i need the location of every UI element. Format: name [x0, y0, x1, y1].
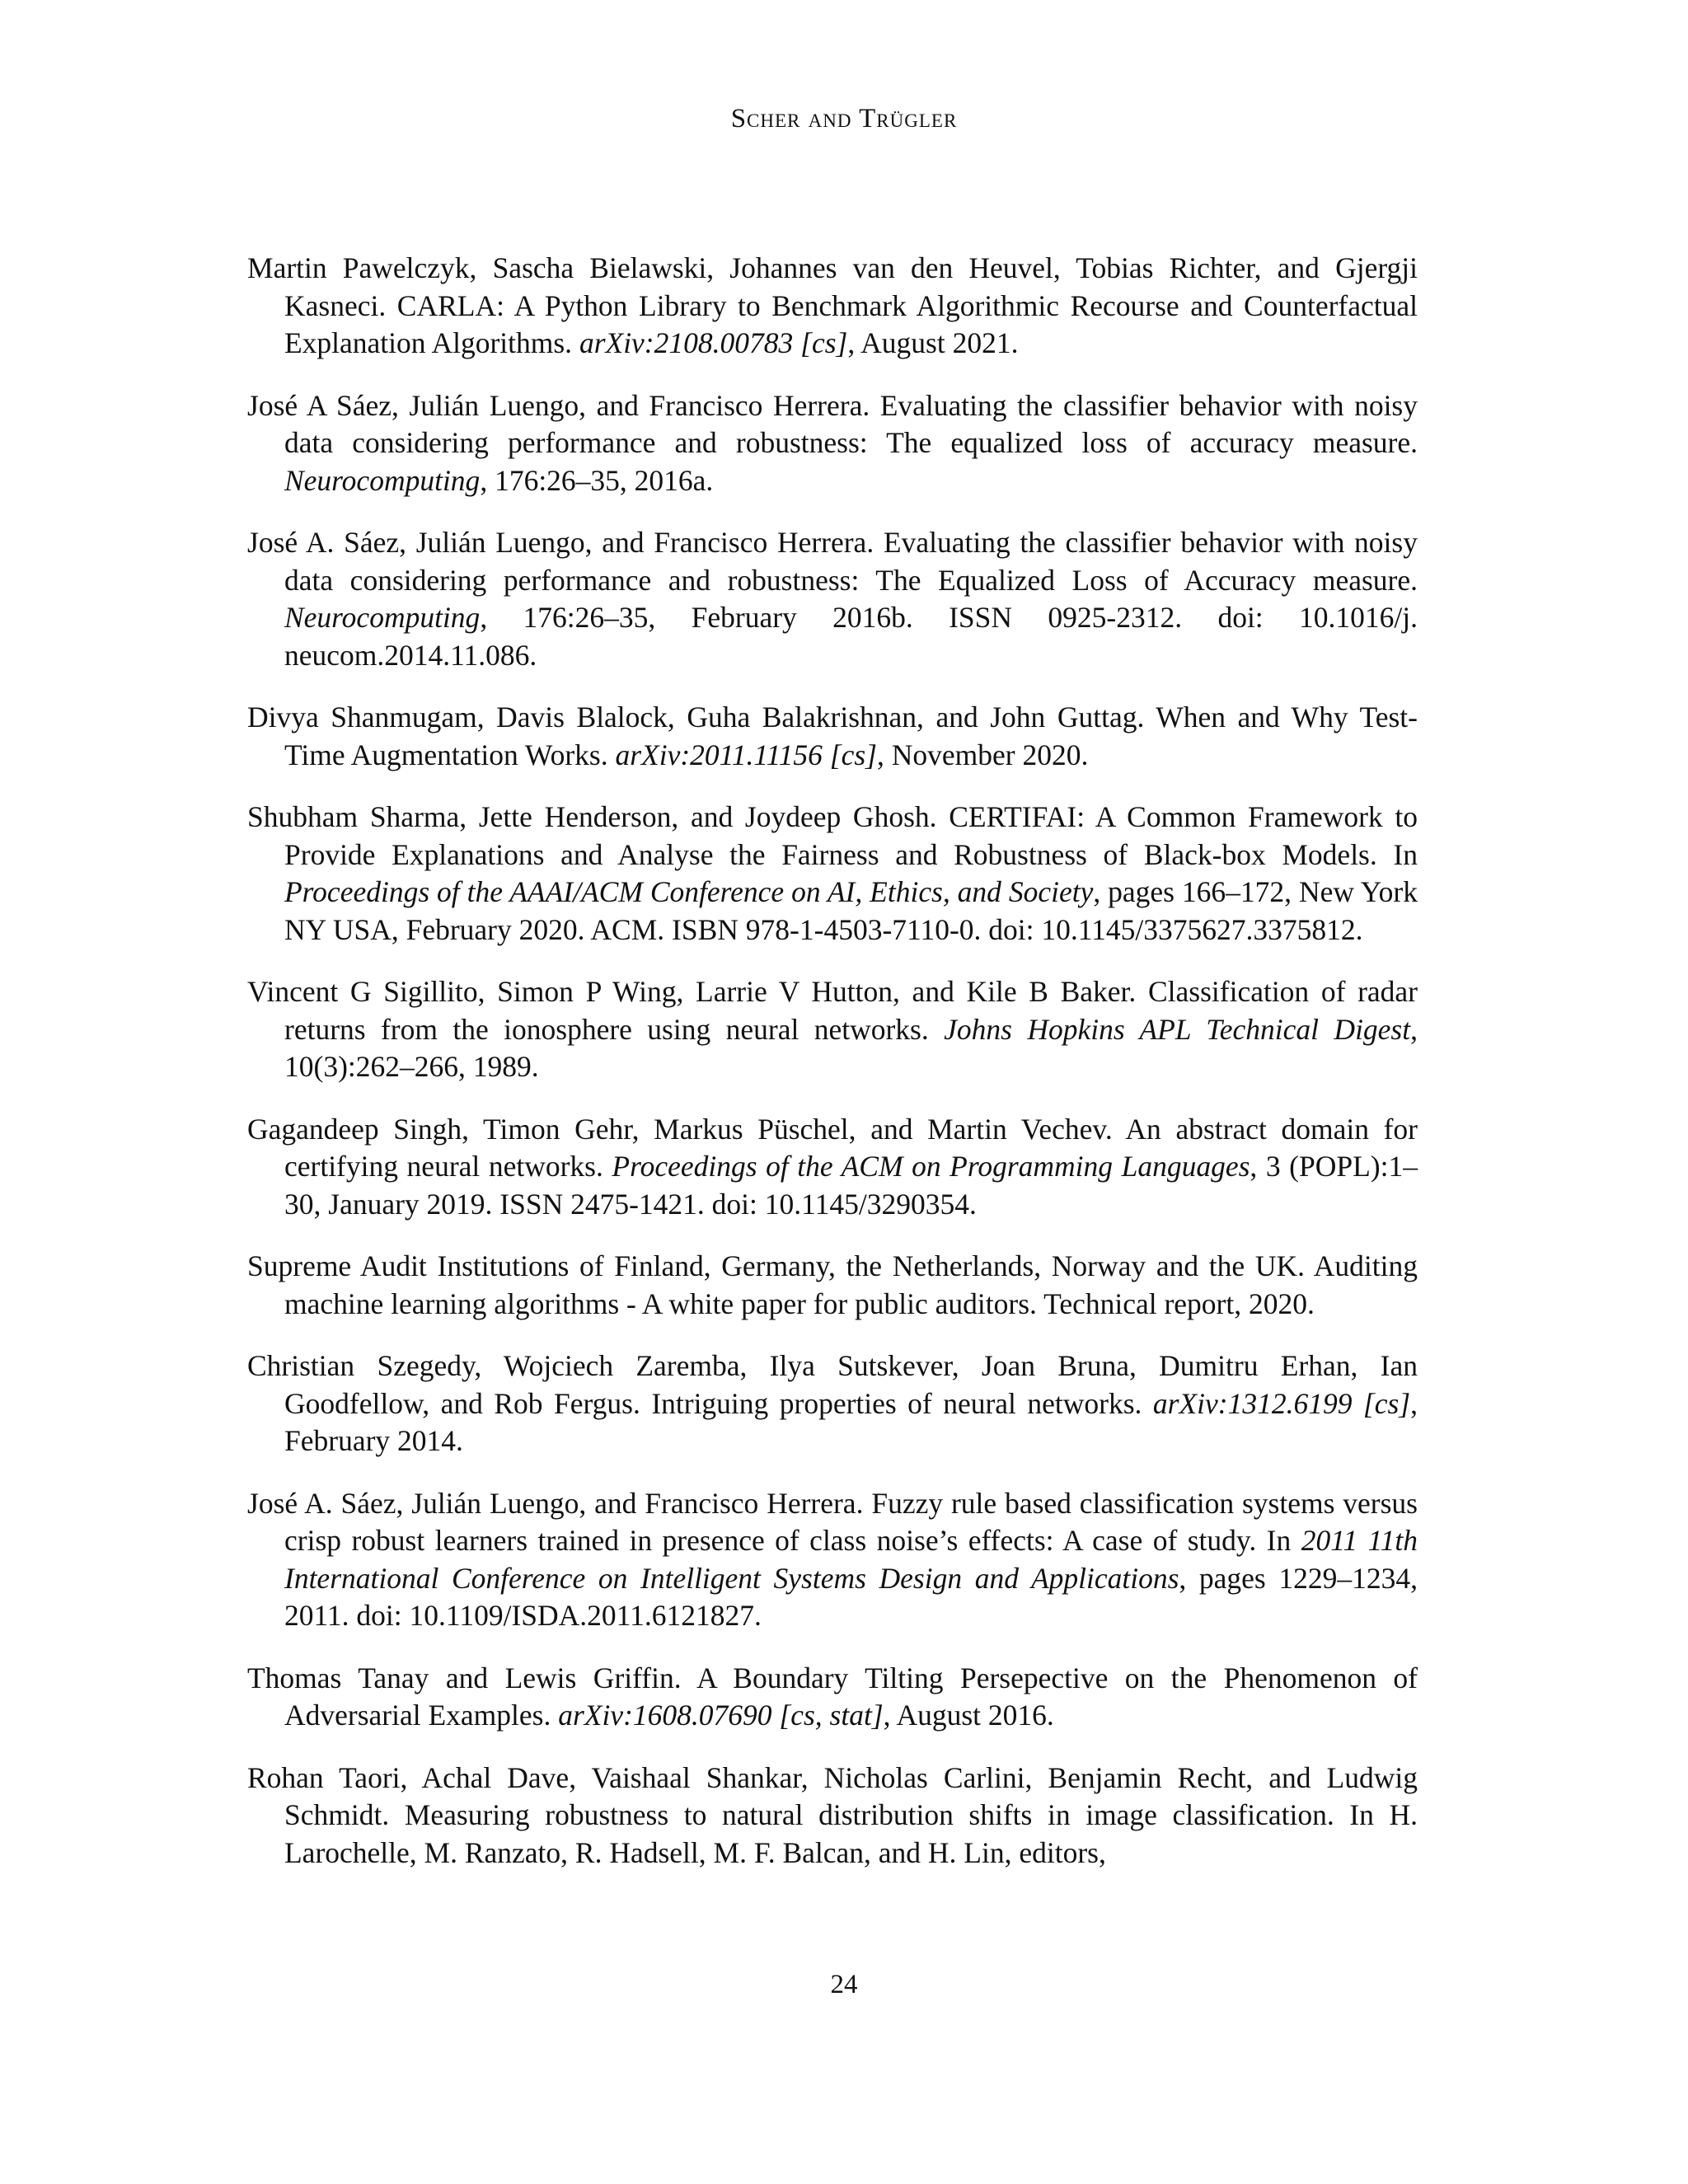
reference-entry: Supreme Audit Institutions of Finland, Germany, the Netherlands, Norway and the UK. Auditing machine learning algorithms - A white paper for public auditors. Technical report, 2020. [247, 1249, 1418, 1320]
reference-entry: José A Sáez, Julián Luengo, and Francisco Herrera. Evaluating the classifier behavior with noisy data considering performance and robustness: The equalized loss of accuracy measure. Neurocomputing, 176:26–35, 2016a. [247, 388, 1418, 497]
running-head: Scher and Trügler [730, 104, 958, 134]
reference-entry: José A. Sáez, Julián Luengo, and Francisco Herrera. Evaluating the classifier behavior with noisy data considering performance and robustness: The Equalized Loss of Accuracy measure. Neurocomputing, 176:26–35, February 2016b. ISSN 0925-2312. doi: 10.1016/j. neucom.2014.11.086. [247, 526, 1418, 672]
reference-entry: Shubham Sharma, Jette Henderson, and Joydeep Ghosh. CERTIFAI: A Common Framework to Provide Explanations and Analyse the Fairness and Robustness of Black-box Models. In Proceedings of the AAAI/ACM Conference on AI, Ethics, and Society, pages 166–172, New York NY USA, February 2020. ACM. ISBN 978-1-4503-7110-0. doi: 10.1145/3375627.3375812. [247, 800, 1418, 946]
reference-entry: Christian Szegedy, Wojciech Zaremba, Ilya Sutskever, Joan Bruna, Dumitru Erhan, Ian Goodfellow, and Rob Fergus. Intriguing properties of neural networks. arXiv:1312.6199 [cs], February 2014. [247, 1349, 1418, 1457]
page-number: 24 [830, 1970, 858, 1999]
reference-list [247, 250, 1418, 1896]
reference-entry: Rohan Taori, Achal Dave, Vaishaal Shankar, Nicholas Carlini, Benjamin Recht, and Ludwig Schmidt. Measuring robustness to natural distribution shifts in image classification. In H. Larochelle, M. Ranzato, R. Hadsell, M. F. Balcan, and H. Lin, editors, [247, 1760, 1418, 1869]
reference-entry: Vincent G Sigillito, Simon P Wing, Larrie V Hutton, and Kile B Baker. Classification of radar returns from the ionosphere using neural networks. Johns Hopkins APL Technical Digest, 10(3):262–266, 1989. [247, 975, 1418, 1083]
reference-entry: José A. Sáez, Julián Luengo, and Francisco Herrera. Fuzzy rule based classification systems versus crisp robust learners trained in presence of class noise’s effects: A case of study. In 2011 11th International Conference on Intelligent Systems Design and Applications, pages 1229–1234, 2011. doi: 10.1109/ISDA.2011.6121827. [247, 1486, 1418, 1632]
reference-entry: Divya Shanmugam, Davis Blalock, Guha Balakrishnan, and John Guttag. When and Why Test-Time Augmentation Works. arXiv:2011.11156 [cs], November 2020. [247, 701, 1418, 771]
reference-entry: Martin Pawelczyk, Sascha Bielawski, Johannes van den Heuvel, Tobias Richter, and Gjergji Kasneci. CARLA: A Python Library to Benchmark Algorithmic Recourse and Counterfactual Explanation Algorithms. arXiv:2108.00783 [cs], August 2021. [247, 251, 1418, 359]
reference-entry: Gagandeep Singh, Timon Gehr, Markus Püschel, and Martin Vechev. An abstract domain for certifying neural networks. Proceedings of the ACM on Programming Languages, 3 (POPL):1–30, January 2019. ISSN 2475-1421. doi: 10.1145/3290354. [247, 1112, 1418, 1221]
reference-entry: Thomas Tanay and Lewis Griffin. A Boundary Tilting Persepective on the Phenomenon of Adversarial Examples. arXiv:1608.07690 [cs, stat], August 2016. [247, 1661, 1418, 1732]
